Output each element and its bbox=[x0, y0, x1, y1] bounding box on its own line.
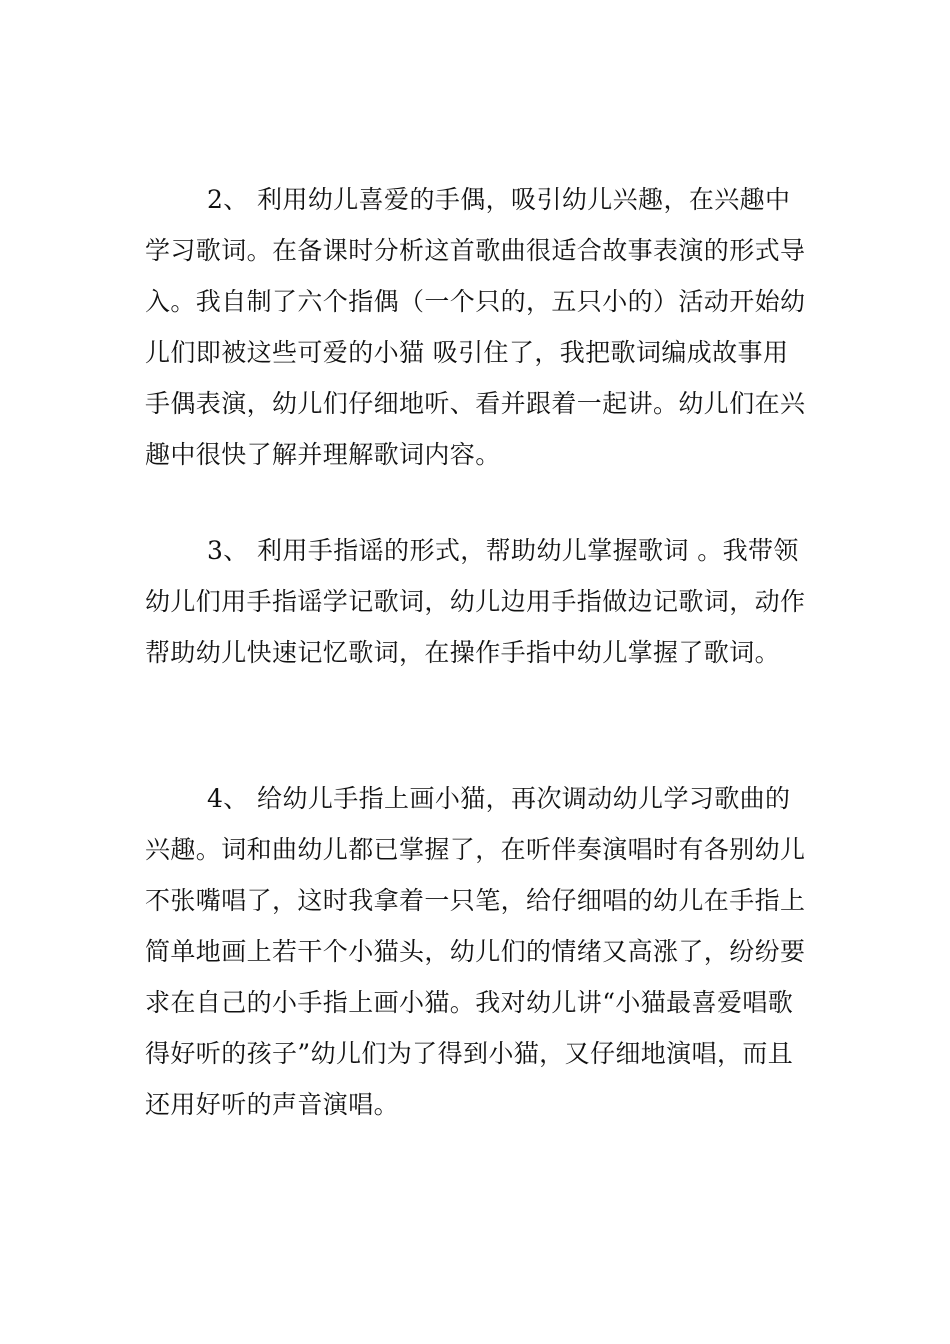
paragraph-3: 3、 利用手指谣的形式，帮助幼儿掌握歌词 。我带领幼儿们用手指谣学记歌词，幼儿边用手指做边记歌词，动作帮助幼儿快速记忆歌词，在操作手指中幼儿掌握了歌词。 bbox=[145, 536, 806, 667]
paragraph-2: 2、 利用幼儿喜爱的手偶，吸引幼儿兴趣，在兴趣中学习歌词。在备课时分析这首歌曲很适合故事表演的形式导入。我自制了六个指偶（一个只的，五只小的）活动开始幼儿们即被这些可爱的小猫 吸引住了，我把歌词编成故事用手偶表演，幼儿们仔细地听、看并跟着一起讲。幼儿们在兴趣中很快了解并理解歌词内容。 bbox=[145, 185, 806, 469]
paragraph-4: 4、 给幼儿手指上画小猫，再次调动幼儿学习歌曲的兴趣。词和曲幼儿都已掌握了，在听伴奏演唱时有各别幼儿不张嘴唱了，这时我拿着一只笔，给仔细唱的幼儿在手指上简单地画上若干个小猫头，幼儿们的情绪又高涨了，纷纷要求在自己的小手指上画小猫。我对幼儿讲“小猫最喜爱唱歌得好听的孩子”幼儿们为了得到小猫，又仔细地演唱，而且还用好听的声音演唱。 bbox=[145, 784, 806, 1119]
